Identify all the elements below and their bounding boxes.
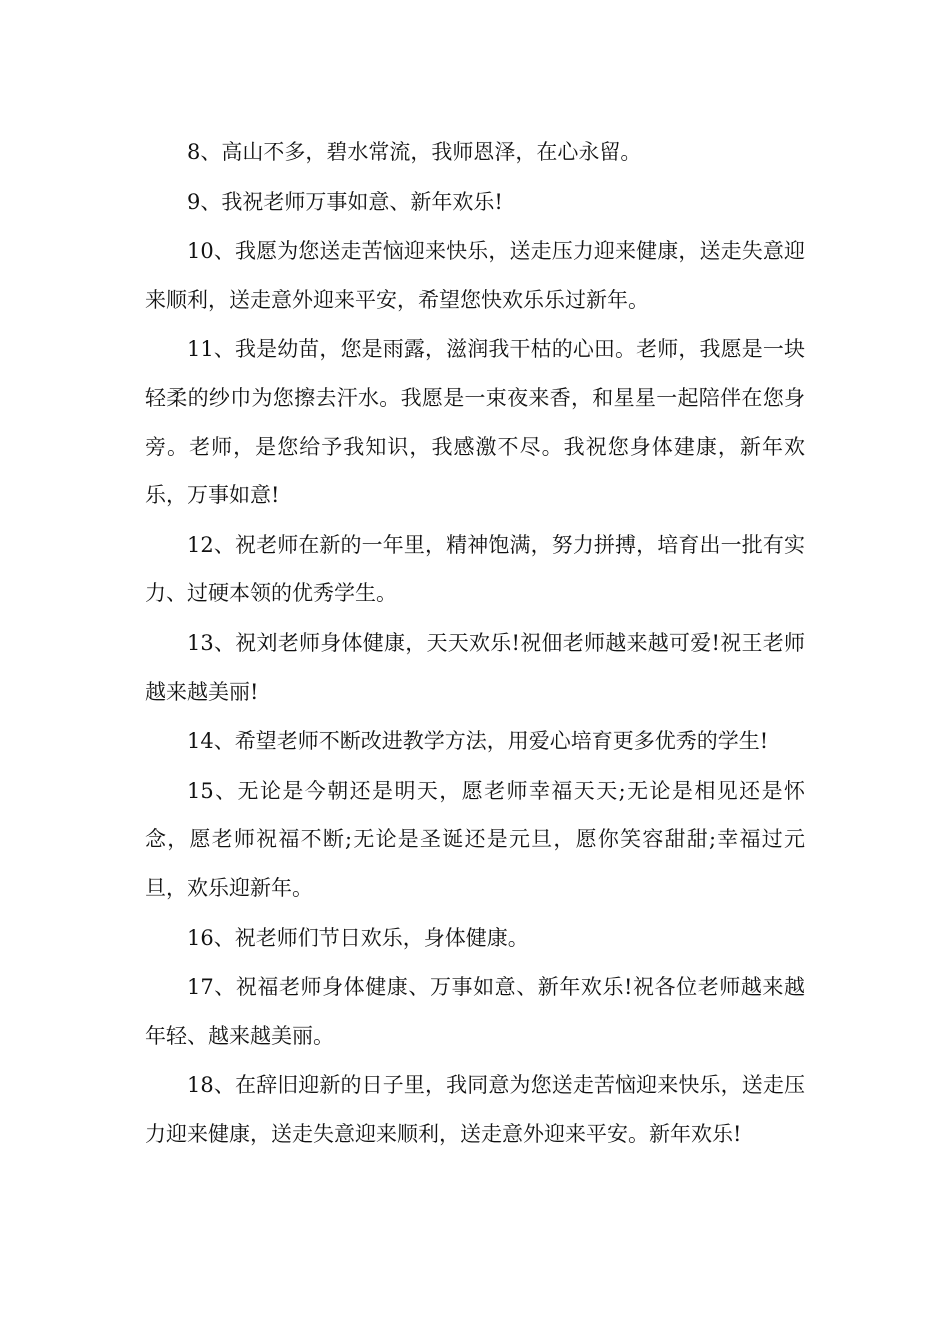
paragraph-9: 9、我祝老师万事如意、新年欢乐! [187,189,503,214]
paragraph-11: 11、我是幼苗，您是雨露，滋润我干枯的心田。老师，我愿是一块轻柔的纱巾为您擦去汗水。我愿是一束夜来香，和星星一起陪伴在您身旁。老师，是您给予我知识，我感激不尽。我祝您身体建康，新年欢乐，万事如意! [145,337,805,508]
document-body [145,128,805,1159]
paragraph-14: 14、希望老师不断改进教学方法，用爱心培育更多优秀的学生! [187,729,769,754]
paragraph-10: 10、我愿为您送走苦恼迎来快乐，送走压力迎来健康，送走失意迎来顺利，送走意外迎来平安，希望您快欢乐乐过新年。 [145,239,805,312]
paragraph-12: 12、祝老师在新的一年里，精神饱满，努力拼搏，培育出一批有实力、过硬本领的优秀学生。 [145,532,805,606]
paragraph-15: 15、无论是今朝还是明天，愿老师幸福天天;无论是相见还是怀念，愿老师祝福不断;无论是圣诞还是元旦，愿你笑容甜甜;幸福过元旦，欢乐迎新年。 [145,778,805,900]
paragraph-13: 13、祝刘老师身体健康，天天欢乐!祝佃老师越来越可爱!祝王老师越来越美丽! [145,630,805,704]
paragraph-18: 18、在辞旧迎新的日子里，我同意为您送走苦恼迎来快乐，送走压力迎来健康，送走失意迎来顺利，送走意外迎来平安。新年欢乐! [145,1073,805,1146]
paragraph-16: 16、祝老师们节日欢乐，身体健康。 [187,925,529,950]
paragraph-8: 8、高山不多，碧水常流，我师恩泽，在心永留。 [187,140,642,164]
paragraph-17: 17、祝福老师身体健康、万事如意、新年欢乐!祝各位老师越来越年轻、越来越美丽。 [145,975,805,1048]
